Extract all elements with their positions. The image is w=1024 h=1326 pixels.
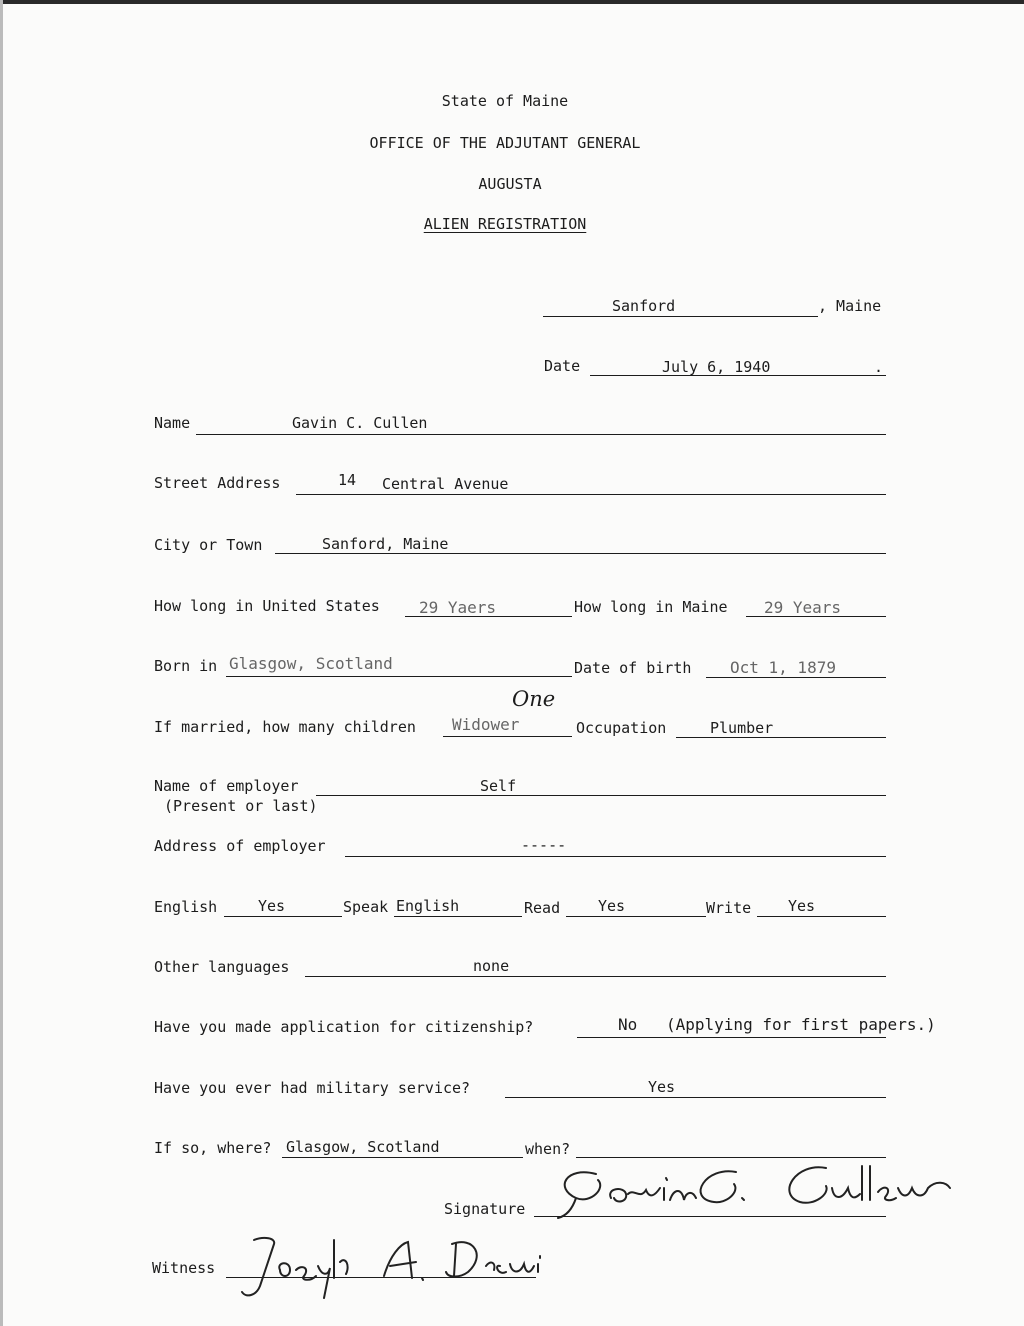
date-value: July 6, 1940: [662, 358, 771, 376]
how-long-us-value: 29 Yaers: [419, 598, 497, 617]
employer-value: Self: [480, 777, 517, 795]
other-languages-label: Other languages: [154, 958, 290, 976]
city-line: [275, 553, 886, 554]
street-label: Street Address: [154, 474, 281, 492]
where-line: [282, 1157, 523, 1158]
speak-line: [394, 916, 522, 917]
town-state: , Maine: [818, 297, 882, 315]
street-line: [296, 494, 886, 495]
military-label: Have you ever had military service?: [154, 1079, 471, 1097]
children-line: [443, 736, 572, 737]
name-line: [196, 434, 886, 435]
name-label: Name: [154, 414, 191, 432]
children-label: If married, how many children: [154, 718, 416, 736]
read-line: [566, 916, 706, 917]
employer-sub-label: (Present or last): [164, 797, 318, 815]
how-long-maine-label: How long in Maine: [574, 598, 728, 616]
citizenship-note: (Applying for first papers.): [666, 1015, 936, 1034]
dob-line: [706, 677, 886, 678]
signature-handwriting: [536, 1158, 956, 1226]
employer-label: Name of employer: [154, 777, 299, 795]
scan-edge-left: [0, 0, 3, 1326]
form-title: ALIEN REGISTRATION: [423, 215, 587, 233]
military-value: Yes: [648, 1078, 676, 1096]
where-label: If so, where?: [154, 1139, 272, 1157]
city-value: Sanford, Maine: [322, 535, 449, 553]
when-label: when?: [525, 1140, 571, 1158]
street-value: Central Avenue: [382, 475, 509, 493]
dob-label: Date of birth: [574, 659, 692, 677]
citizenship-value: No: [618, 1015, 638, 1034]
occupation-label: Occupation: [576, 719, 667, 737]
employer-line: [316, 795, 886, 796]
witness-label: Witness: [152, 1259, 216, 1277]
employer-address-label: Address of employer: [154, 837, 326, 855]
children-annotation: One: [512, 687, 556, 711]
speak-value: English: [396, 897, 460, 915]
english-value: Yes: [258, 897, 286, 915]
city-label: City or Town: [154, 536, 263, 554]
occupation-value: Plumber: [710, 719, 774, 737]
where-value: Glasgow, Scotland: [286, 1138, 440, 1156]
employer-address-line: [345, 856, 886, 857]
other-languages-value: none: [473, 957, 510, 975]
header-office: OFFICE OF THE ADJUTANT GENERAL: [369, 134, 641, 152]
how-long-us-label: How long in United States: [154, 597, 380, 615]
occupation-line: [676, 737, 886, 738]
english-label: English: [154, 898, 218, 916]
date-trail: .: [874, 358, 884, 376]
write-label: Write: [706, 899, 752, 917]
how-long-maine-value: 29 Years: [764, 598, 842, 617]
read-value: Yes: [598, 897, 626, 915]
town-line: [543, 316, 818, 317]
other-languages-line: [305, 976, 886, 977]
scan-edge-top: [0, 0, 1024, 4]
write-line: [757, 916, 886, 917]
witness-handwriting: [224, 1226, 544, 1306]
write-value: Yes: [788, 897, 816, 915]
born-line: [226, 676, 572, 677]
name-value: Gavin C. Cullen: [292, 414, 428, 432]
born-value: Glasgow, Scotland: [229, 654, 393, 673]
citizenship-label: Have you made application for citizenship?: [154, 1018, 534, 1036]
military-line: [505, 1097, 886, 1098]
children-value: Widower: [452, 715, 520, 734]
town-value: Sanford: [612, 297, 676, 315]
born-label: Born in: [154, 657, 218, 675]
street-number: 14: [338, 471, 357, 489]
read-label: Read: [524, 899, 561, 917]
citizenship-line: [577, 1037, 886, 1038]
english-line: [224, 916, 342, 917]
date-label: Date: [544, 357, 581, 375]
header-state: State of Maine: [441, 92, 569, 110]
employer-address-value: -----: [521, 836, 567, 854]
dob-value: Oct 1, 1879: [730, 658, 836, 677]
signature-label: Signature: [444, 1200, 526, 1218]
speak-label: Speak: [343, 898, 389, 916]
header-city: AUGUSTA: [478, 175, 542, 193]
